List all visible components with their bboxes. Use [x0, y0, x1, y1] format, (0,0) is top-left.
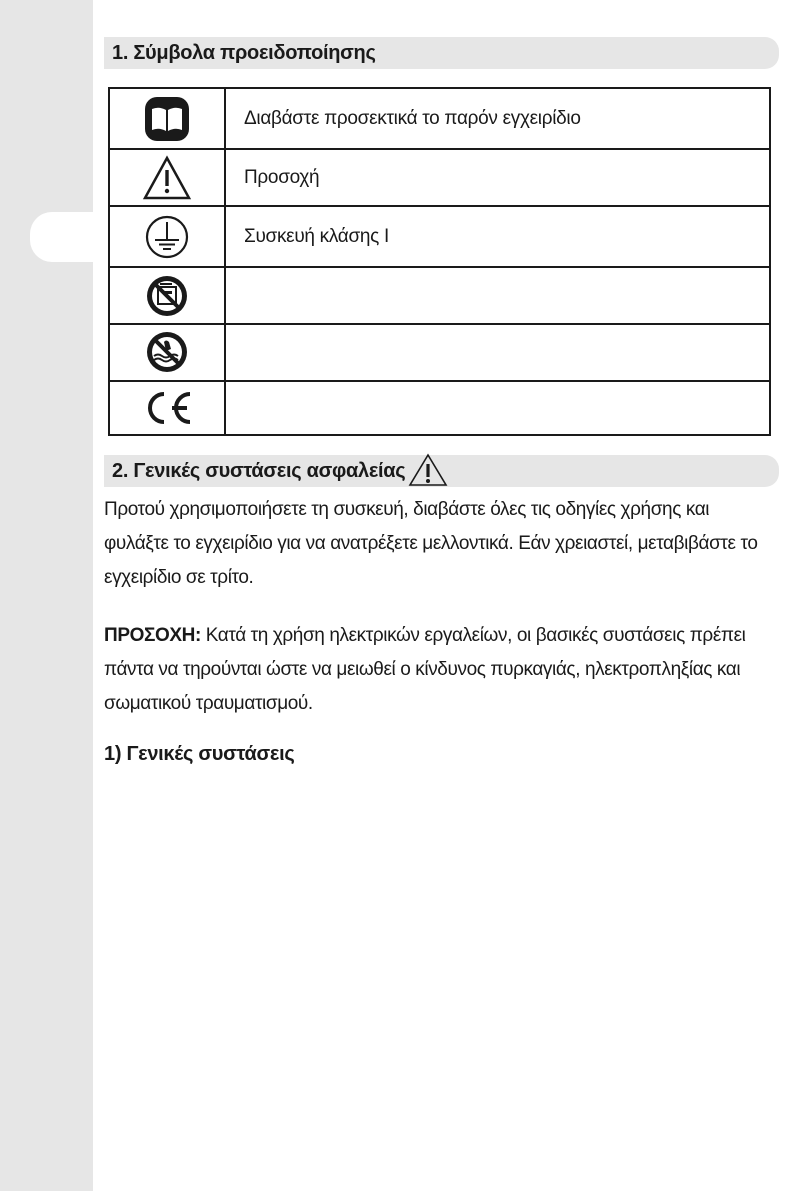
page-edge-tab	[30, 212, 93, 262]
symbol-description	[225, 324, 770, 381]
symbol-row	[109, 324, 770, 381]
caution-text: Κατά τη χρήση ηλεκτρικών εργαλείων, οι βασικές συστάσεις πρέπει πάντα να τηρούνται ώστε να μειωθεί ο κίνδυνος πυρκαγιάς, ηλεκτροπληξίας και σωματικού τραυματισμού.	[104, 625, 746, 714]
warning-triangle-icon	[408, 453, 448, 487]
section-2-heading	[104, 455, 779, 487]
intro-paragraph: Προτού χρησιμοποιήσετε τη συσκευή, διαβάστε όλες τις οδηγίες χρήσης και φυλάξτε το εγχειρίδιο για να ανατρέξετε μελλοντικά. Εάν χρειαστεί, μεταβιβάστε το εγχειρίδιο σε τρίτο.	[104, 499, 758, 588]
symbol-row	[109, 149, 770, 206]
symbol-description: Συσκευή κλάσης I	[225, 206, 770, 267]
symbol-description: Προσοχή	[225, 149, 770, 206]
section-1-title: 1. Σύμβολα προειδοποίησης	[112, 42, 376, 64]
warning-triangle-icon	[142, 155, 192, 201]
symbol-description	[225, 381, 770, 435]
warning-symbols-table	[108, 87, 771, 436]
symbol-row	[109, 88, 770, 149]
caution-paragraph	[104, 619, 776, 721]
symbol-row	[109, 381, 770, 435]
symbol-description	[225, 267, 770, 324]
symbol-row	[109, 267, 770, 324]
ce-mark-icon	[137, 386, 197, 430]
no-water-icon	[144, 329, 190, 375]
section-1-heading	[104, 37, 779, 69]
no-household-waste-icon	[144, 273, 190, 319]
earth-ground-icon	[142, 212, 192, 262]
symbol-row	[109, 206, 770, 267]
read-manual-icon	[142, 94, 192, 144]
symbol-description: Διαβάστε προσεκτικά το παρόν εγχειρίδιο	[225, 88, 770, 149]
subsection-title: 1) Γενικές συστάσεις	[104, 743, 295, 765]
section-2-title: 2. Γενικές συστάσεις ασφαλείας	[112, 460, 406, 482]
page-margin-sidebar	[0, 0, 93, 1191]
caution-label: ΠΡΟΣΟΧΗ:	[104, 625, 201, 646]
